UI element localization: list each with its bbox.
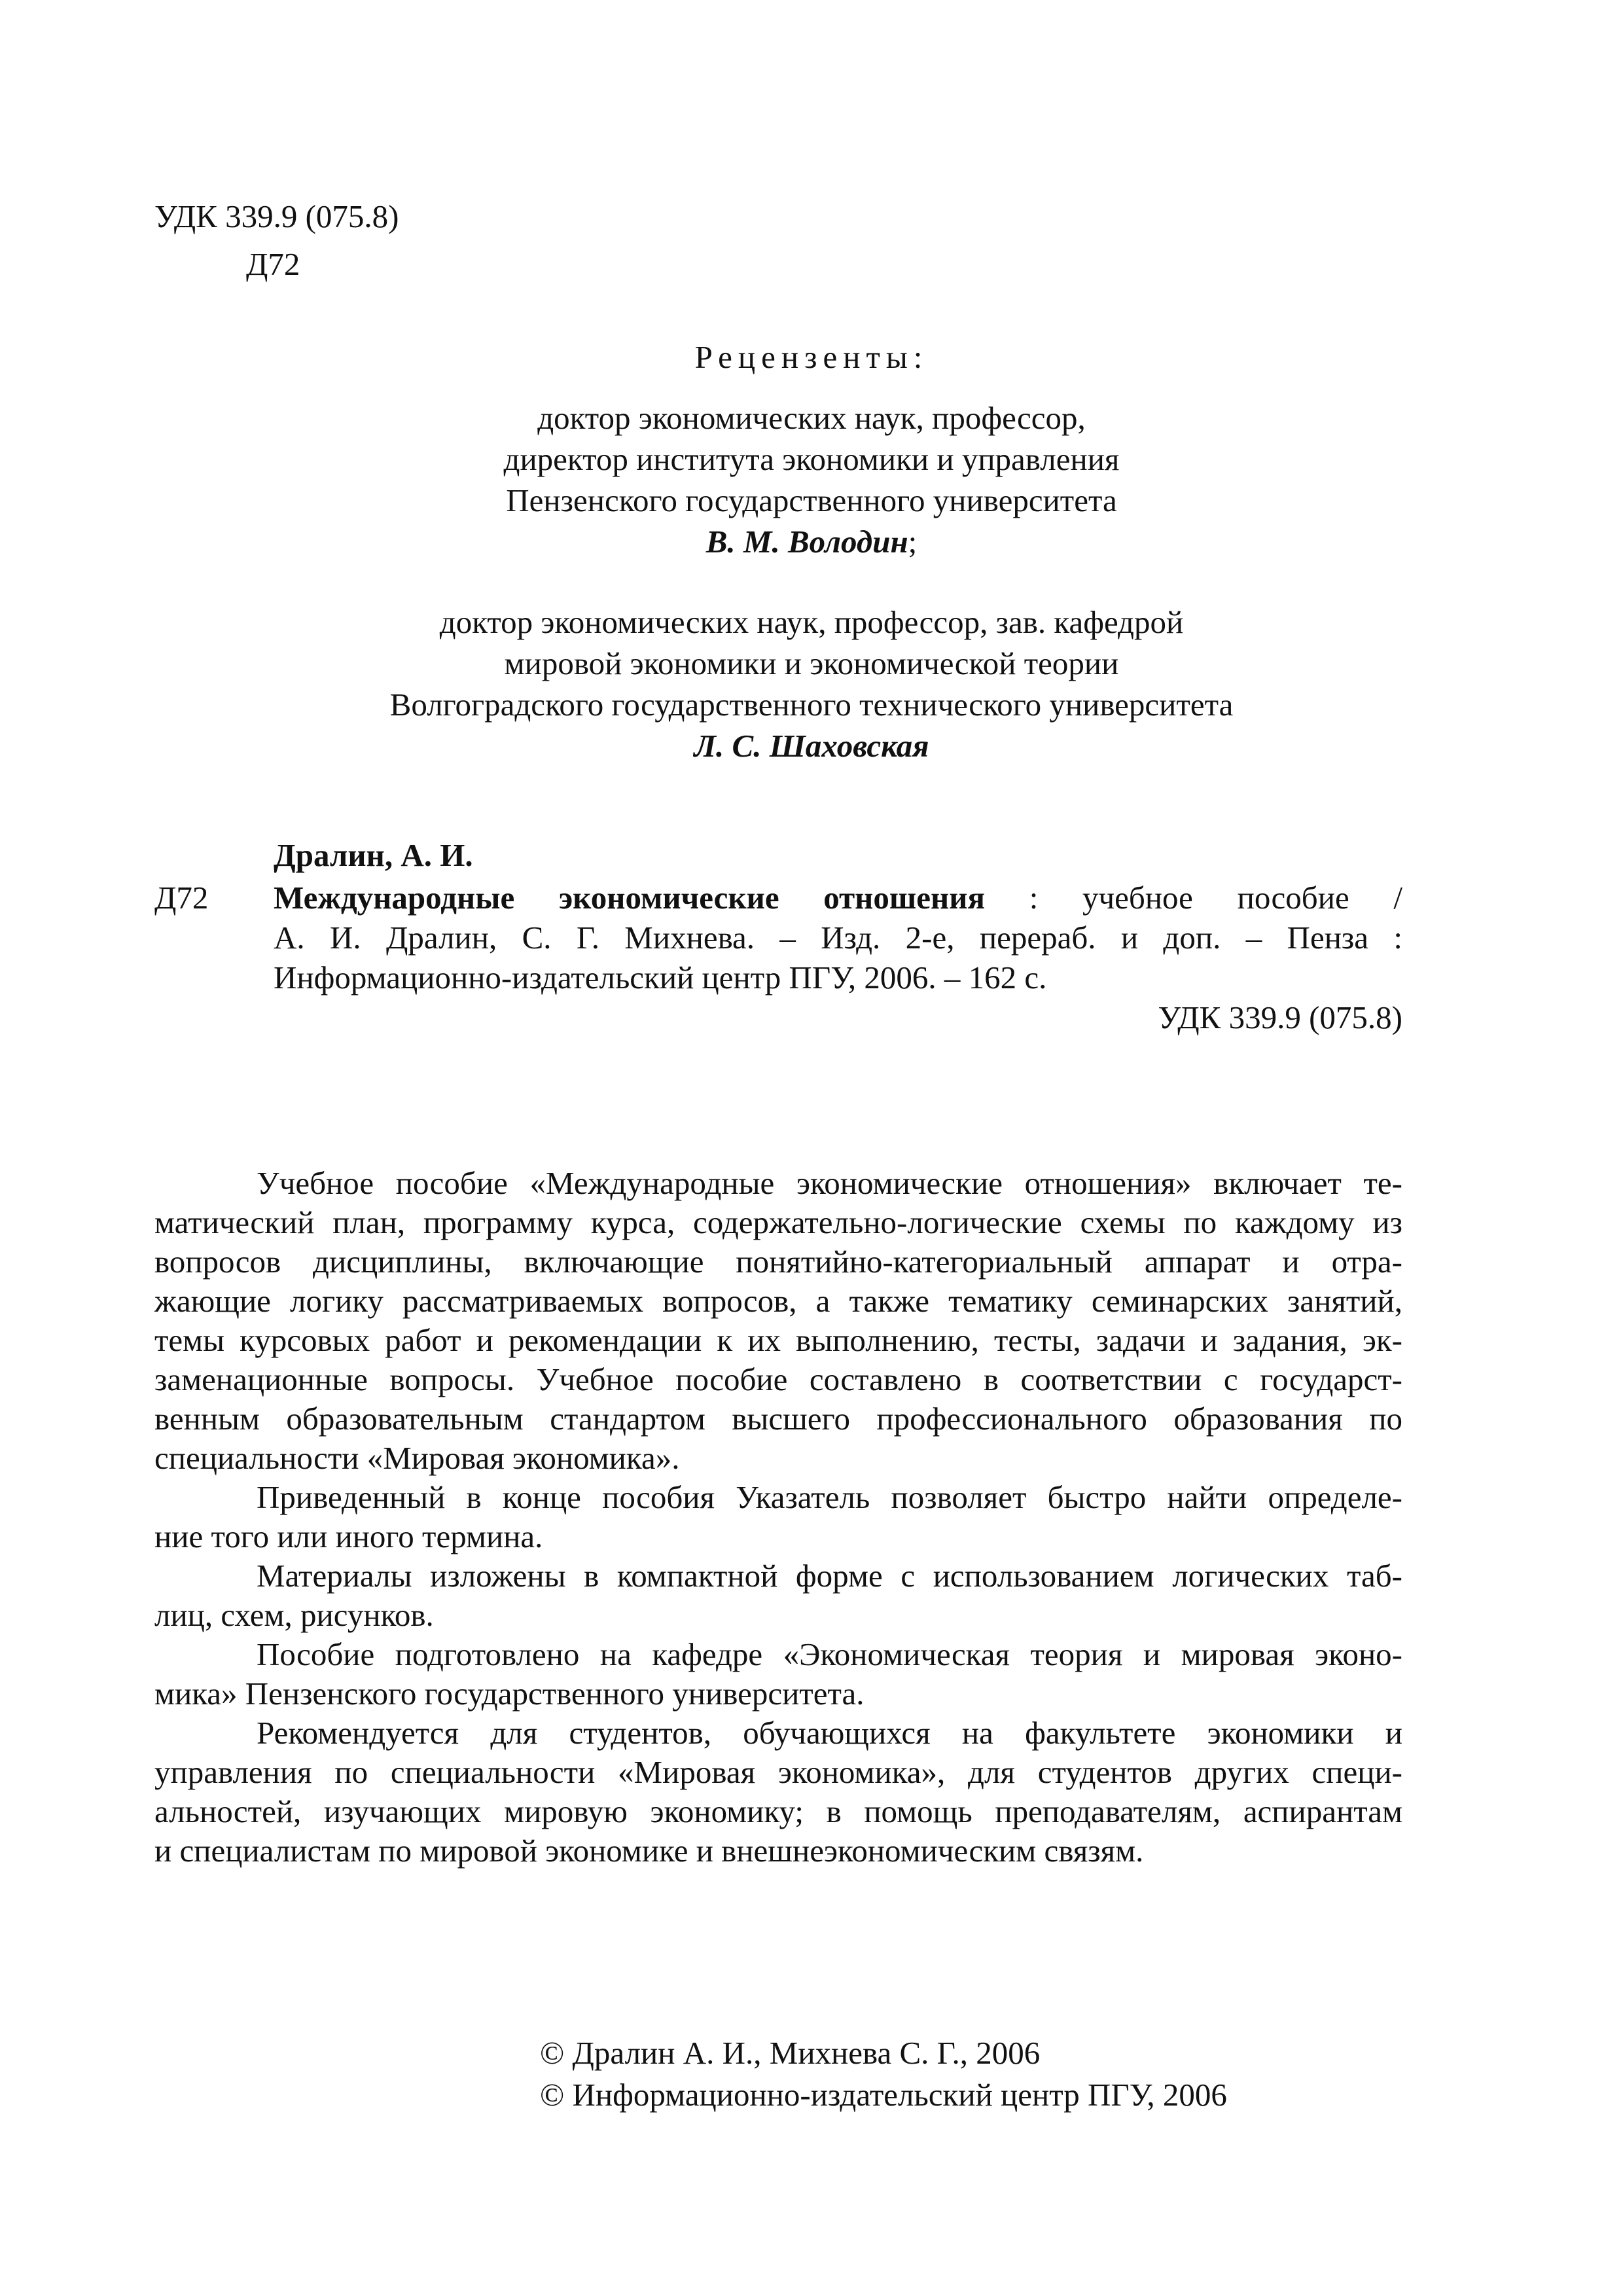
bibliographic-udk: УДК 339.9 (075.8): [1158, 999, 1402, 1035]
bibliographic-title-line: [274, 879, 1402, 919]
reviewer-2-line: доктор экономических наук, профессор, зав. кафедрой: [439, 604, 1184, 640]
copyright-line: © Информационно-издательский центр ПГУ, 2006: [540, 2077, 1227, 2113]
abstract-line: и специалистам по мировой экономике и внешнеэкономическим связям.: [154, 1833, 1144, 1869]
abstract-line: жающие логику рассматриваемых вопросов, а также тематику семинарских занятий,: [154, 1283, 1402, 1319]
copyright-line: © Дралин А. И., Михнева С. Г., 2006: [540, 2035, 1041, 2071]
abstract-line: темы курсовых работ и рекомендации к их выполнению, тесты, задачи и задания, эк-: [154, 1322, 1402, 1358]
abstract-line: венным образовательным стандартом высшего профессионального образования по: [154, 1401, 1402, 1437]
reviewer-2: [157, 603, 1466, 768]
abstract-line: Рекомендуется для студентов, обучающихся на факультете экономики и: [257, 1715, 1402, 1751]
reviewer-2-name: Л. С. Шаховская: [694, 728, 929, 764]
reviewer-1-line: доктор экономических наук, профессор,: [537, 400, 1086, 436]
reviewer-1-line: директор института экономики и управления: [503, 441, 1120, 477]
reviewer-2-line: мировой экономики и экономической теории: [504, 645, 1119, 681]
reviewer-1-name: В. М. Володин: [705, 524, 908, 560]
reviewer-2-line: Волгоградского государственного технического университета: [389, 687, 1234, 723]
reviewer-2-name-line: [157, 727, 1466, 768]
abstract-line: мика» Пензенского государственного университета.: [154, 1676, 865, 1712]
abstract: [154, 1164, 1402, 1871]
abstract-line: специальности «Мировая экономика».: [154, 1440, 680, 1476]
abstract-line: Приведенный в конце пособия Указатель позволяет быстро найти определе-: [257, 1479, 1402, 1515]
bibliographic-line: Информационно-издательский центр ПГУ, 2006. – 162 с.: [274, 960, 1047, 996]
bibliographic-code: Д72: [154, 880, 209, 916]
copyright-block: [540, 2034, 1522, 2118]
abstract-line: Пособие подготовлено на кафедре «Экономическая теория и мировая эконо-: [257, 1636, 1402, 1672]
bibliographic-title: Международные экономические отношения: [274, 880, 986, 916]
abstract-line: альностей, изучающих мировую экономику; в помощь преподавателям, аспирантам: [154, 1793, 1402, 1829]
abstract-line: Материалы изложены в компактной форме с использованием логических таб-: [257, 1558, 1402, 1594]
abstract-line: управления по специальности «Мировая экономика», для студентов других специ-: [154, 1754, 1402, 1790]
udk-code: УДК 339.9 (075.8): [154, 198, 399, 234]
reviewer-1: [157, 399, 1466, 564]
bibliographic-title-rest: : учебное пособие /: [985, 880, 1402, 916]
author-code: Д72: [246, 246, 300, 282]
reviewer-1-line: Пензенского государственного университета: [506, 482, 1117, 518]
reviewer-1-name-line: [157, 523, 1466, 564]
abstract-line: Учебное пособие «Международные экономические отношения» включает те-: [257, 1165, 1402, 1201]
reviewer-1-name-suffix: ;: [908, 524, 918, 560]
bibliographic-line: А. И. Дралин, С. Г. Михнева. – Изд. 2-е, перераб. и доп. – Пенза :: [274, 920, 1402, 956]
abstract-line: заменационные вопросы. Учебное пособие составлено в соответствии с государст-: [154, 1361, 1402, 1397]
abstract-line: вопросов дисциплины, включающие понятийно-категориальный аппарат и отра-: [154, 1244, 1402, 1280]
reviewers-heading: Рецензенты:: [694, 339, 929, 375]
bibliographic-author: Дралин, А. И.: [274, 837, 473, 873]
abstract-line: матический план, программу курса, содержательно-логические схемы по каждому из: [154, 1204, 1402, 1240]
bibliographic-record: [274, 879, 1402, 1039]
abstract-line: лиц, схем, рисунков.: [154, 1597, 434, 1633]
abstract-line: ние того или иного термина.: [154, 1518, 543, 1554]
